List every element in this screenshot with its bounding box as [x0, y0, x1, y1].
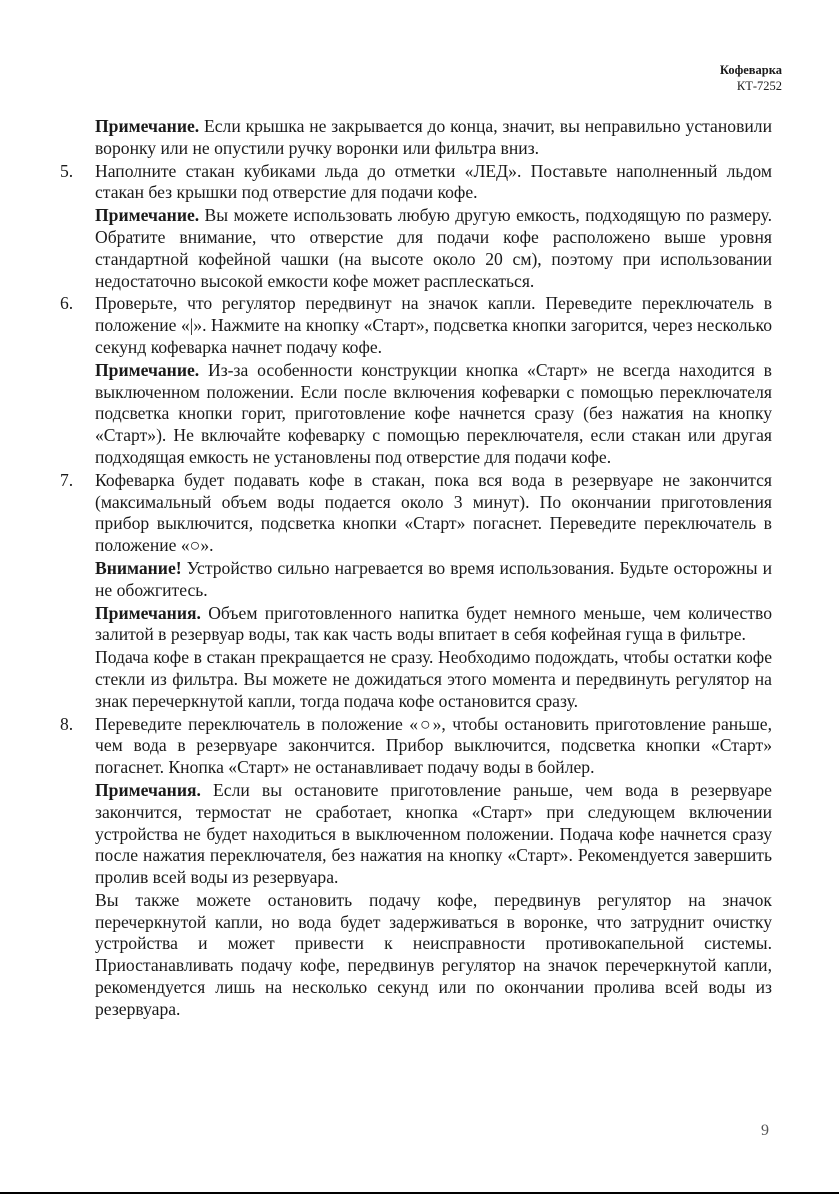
page-number: 9 [761, 1122, 769, 1139]
step-8-notes [95, 780, 772, 889]
notes-label: Примечания. [95, 602, 201, 623]
step-number: 6. [60, 293, 74, 314]
notes-text: Объем приготовленного напитка будет немного меньше, чем количество залитой в резервуар воды, так как часть воды впитает в себя кофейная гуща в фильтре. [95, 602, 772, 645]
note-label: Примечание. [95, 359, 200, 380]
step-number: 8. [60, 713, 74, 734]
step-7-notes [95, 603, 772, 647]
notes-text: Если вы остановите приготовление раньше, чем вода в резервуаре закончится, термостат не сработает, кнопка «Старт» при следующем включении устройства не будет находиться в выключенном положении. Подача кофе начнется сразу после нажатия переключателя, без нажатия на кнопку «Старт». Рекомендуется завершить пролив всей воды из резервуара. [95, 779, 772, 888]
warning-text: Устройство сильно нагревается во время использования. Будьте осторожны и не обожгитесь. [95, 557, 772, 600]
note-label: Примечание. [95, 205, 200, 226]
notes-label: Примечания. [95, 779, 201, 800]
step-8 [60, 714, 772, 779]
note-text: Если крышка не закрывается до конца, значит, вы неправильно установили воронку или не опустили ручку воронки или фильтра вниз. [95, 116, 772, 158]
step-number: 7. [60, 469, 74, 490]
step-7-warning [95, 558, 772, 602]
step-text: Проверьте, что регулятор передвинут на значок капли. Переведите переключатель в положение «|». Нажмите на кнопку «Старт», подсветка кнопки загорится, через несколько секунд кофеварка начнет подачу кофе. [95, 293, 772, 357]
header-product-name: Кофеварка [719, 63, 782, 77]
page-header [720, 62, 782, 94]
document-body [60, 116, 772, 1022]
bottom-divider [0, 1192, 839, 1194]
warning-label: Внимание! [95, 557, 182, 578]
step-7 [60, 470, 772, 557]
step-7-extra: Подача кофе в стакан прекращается не сразу. Необходимо подождать, чтобы остатки кофе стекли из фильтра. Вы можете не дожидаться этого момента и передвинуть регулятор на знак перечеркнутой капли, тогда подача кофе остановится сразу. [95, 647, 772, 711]
note-text: Из-за особенности конструкции кнопка «Старт» не всегда находится в выключенном положении. Если после включения кофеварки с помощью переключателя подсветка кнопки горит, приготовление кофе начнется сразу (без нажатия на кнопку «Старт»). Не включайте кофеварку с помощью переключателя, если стакан или другая подходящая емкость не установлены под отверстие для подачи кофе. [95, 359, 772, 467]
step-number: 5. [60, 160, 74, 181]
note-label: Примечание. [95, 116, 200, 136]
note-text: Вы можете использовать любую другую емкость, подходящую по размеру. Обратите внимание, что отверстие для подачи кофе расположено выше уровня стандартной кофейной чашки (на высоте около 20 см), поэтому при использовании недостаточно высокой емкости кофе может расплескаться. [95, 205, 772, 291]
step-text: Наполните стакан кубиками льда до отметки «ЛЕД». Поставьте наполненный льдом стакан без крышки под отверстие для подачи кофе. [95, 160, 772, 203]
header-model: КТ-7252 [736, 79, 782, 93]
note-top [95, 116, 772, 160]
step-8-extra: Вы также можете остановить подачу кофе, передвинув регулятор на значок перечеркнутой капли, но вода будет задерживаться в воронке, что затруднит очистку устройства и может привести к неисправности противокапельной системы. Приостанавливать подачу кофе, передвинув регулятор на значок перечеркнутой капли, рекомендуется лишь на несколько секунд или по окончании пролива всей воды из резервуара. [95, 889, 772, 1019]
step-text: Кофеварка будет подавать кофе в стакан, пока вся вода в резервуаре не закончится (максимальный объем воды подается около 3 минут). По окончании приготовления прибор выключится, подсветка кнопки «Старт» погаснет. Переведите переключатель в положение «○». [95, 469, 772, 556]
step-6-note [95, 360, 772, 469]
step-6 [60, 293, 772, 358]
step-5 [60, 161, 772, 205]
step-5-note [95, 205, 772, 292]
step-text: Переведите переключатель в положение «○», чтобы остановить приготовление раньше, чем вода в резервуаре закончится. Прибор выключится, подсветка кнопки «Старт» погаснет. Кнопка «Старт» не останавливает подачу воды в бойлер. [95, 713, 772, 778]
